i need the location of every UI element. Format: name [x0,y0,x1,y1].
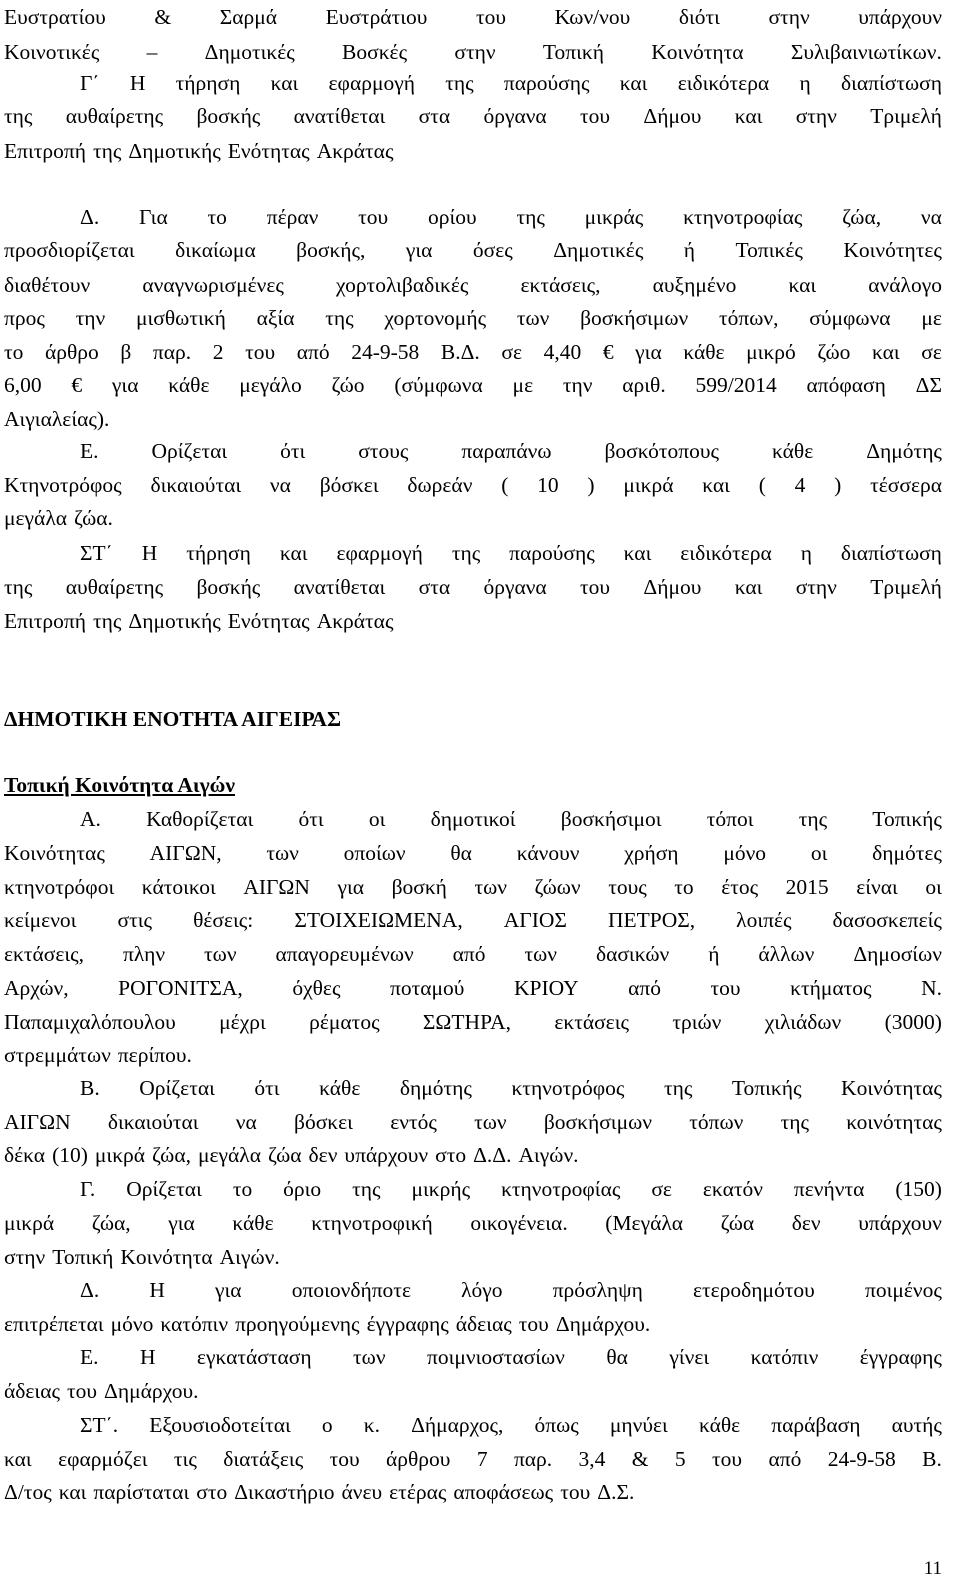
text-line: κείμενοι στις θέσεις: ΣΤΟΙΧΕΙΩΜΕΝΑ, ΑΓΙΟΣ ΠΕΤΡΟΣ, λοιπές δασοσκεπείς [4,908,942,932]
text-line: Παπαμιχαλόπουλου μέχρι ρέματος ΣΩΤΗΡΑ, εκτάσεις τριών χιλιάδων (3000) [4,1010,942,1034]
text-line: στρεμμάτων περίπου. [4,1043,192,1067]
text-line: Κτηνοτρόφος δικαιούται να βόσκει δωρεάν ( 10 ) μικρά και ( 4 ) τέσσερα [4,473,942,497]
text-line: Β. Ορίζεται ότι κάθε δημότης κτηνοτρόφος της Τοπικής Κοινότητας [80,1076,942,1100]
text-line: Ε. Η εγκατάσταση των ποιμνιοστασίων θα γίνει κατόπιν έγγραφης [80,1345,942,1369]
section-heading: ΔΗΜΟΤΙΚΗ ΕΝΟΤΗΤΑ ΑΙΓΕΙΡΑΣ [4,707,342,731]
text-line: Α. Καθορίζεται ότι οι δημοτικοί βοσκήσιμοι τόποι της Τοπικής [80,807,942,831]
text-line: κτηνοτρόφοι κάτοικοι ΑΙΓΩΝ για βοσκή των ζώων τους το έτος 2015 είναι οι [4,875,942,899]
text-line: εκτάσεις, πλην των απαγορευμένων από των δασικών ή άλλων Δημοσίων [4,942,942,966]
text-line: Αρχών, ΡΟΓΟΝΙΤΣΑ, όχθες ποταμού ΚΡΙΟΥ από του κτήματος Ν. [4,976,942,1000]
text-line: της αυθαίρετης βοσκής ανατίθεται στα όργανα του Δήμου και στην Τριμελή [4,104,942,128]
text-line: προς την μισθωτική αξία της χορτονομής των βοσκήσιμων τόπων, σύμφωνα με [4,306,942,330]
text-line: Δ. Η για οποιονδήποτε λόγο πρόσληψη ετεροδημότου ποιμένος [80,1278,942,1302]
text-line: Δ. Για το πέραν του ορίου της μικράς κτηνοτροφίας ζώα, να [80,205,942,229]
text-line: Γ. Ορίζεται το όριο της μικρής κτηνοτροφίας σε εκατόν πενήντα (150) [80,1177,942,1201]
page-number: 11 [923,1558,942,1579]
text-line: στην Τοπική Κοινότητα Αιγών. [4,1245,280,1269]
text-line: Αιγιαλείας). [4,407,110,431]
text-line: Επιτροπή της Δημοτικής Ενότητας Ακράτας [4,609,394,633]
text-line: και εφαρμόζει τις διατάξεις του άρθρου 7 παρ. 3,4 & 5 του από 24-9-58 Β. [4,1447,942,1471]
text-line: Ευστρατίου & Σαρμά Ευστράτιου του Κων/νου διότι στην υπάρχουν [4,5,942,29]
text-line: Κοινότητας ΑΙΓΩΝ, των οποίων θα κάνουν χρήση μόνο οι δημότες [4,841,942,865]
text-line: ΑΙΓΩΝ δικαιούται να βόσκει εντός των βοσκήσιμων τόπων της κοινότητας [4,1110,942,1134]
text-line: της αυθαίρετης βοσκής ανατίθεται στα όργανα του Δήμου και στην Τριμελή [4,575,942,599]
text-line: ΣΤ΄. Εξουσιοδοτείται ο κ. Δήμαρχος, όπως μηνύει κάθε παράβαση αυτής [80,1413,942,1437]
text-line: προσδιορίζεται δικαίωμα βοσκής, για όσες Δημοτικές ή Τοπικές Κοινότητες [4,238,942,262]
text-line: επιτρέπεται μόνο κατόπιν προηγούμενης έγγραφης άδειας του Δημάρχου. [4,1312,651,1336]
text-line: Επιτροπή της Δημοτικής Ενότητας Ακράτας [4,139,394,163]
text-line: Ε. Ορίζεται ότι στους παραπάνω βοσκότοπους κάθε Δημότης [80,439,942,463]
text-line: Κοινοτικές – Δημοτικές Βοσκές στην Τοπική Κοινότητα Συλιβαινιωτίκων. [4,40,942,64]
text-line: Δ/τος και παρίσταται στο Δικαστήριο άνευ ετέρας αποφάσεως του Δ.Σ. [4,1480,635,1504]
text-line: δέκα (10) μικρά ζώα, μεγάλα ζώα δεν υπάρχουν στο Δ.Δ. Αιγών. [4,1143,579,1167]
subsection-heading: Τοπική Κοινότητα Αιγών [4,773,235,797]
text-line: διαθέτουν αναγνωρισμένες χορτολιβαδικές εκτάσεις, αυξημένο και ανάλογο [4,273,942,297]
text-line: ΣΤ΄ Η τήρηση και εφαρμογή της παρούσης και ειδικότερα η διαπίστωση [80,541,942,565]
text-line: Γ΄ Η τήρηση και εφαρμογή της παρούσης και ειδικότερα η διαπίστωση [80,71,942,95]
text-line: μικρά ζώα, για κάθε κτηνοτροφική οικογένεια. (Μεγάλα ζώα δεν υπάρχουν [4,1211,942,1235]
text-line: άδειας του Δημάρχου. [4,1379,199,1403]
text-line: μεγάλα ζώα. [4,506,113,530]
text-line: το άρθρο β παρ. 2 του από 24-9-58 Β.Δ. σε 4,40 € για κάθε μικρό ζώο και σε [4,340,942,364]
text-line: 6,00 € για κάθε μεγάλο ζώο (σύμφωνα με την αριθ. 599/2014 απόφαση ΔΣ [4,373,942,397]
